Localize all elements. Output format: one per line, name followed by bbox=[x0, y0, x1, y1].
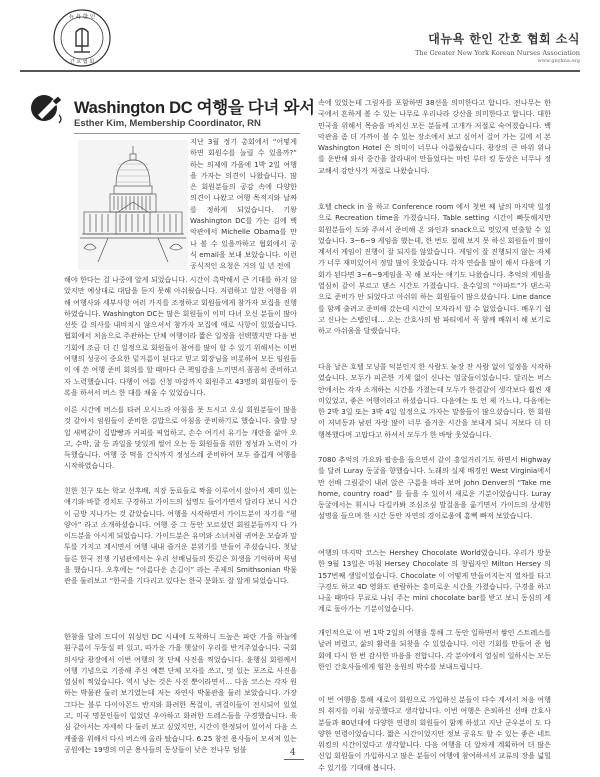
capitol-building-illustration bbox=[78, 140, 188, 270]
article-paragraph-9: 여행의 마지막 코스는 Hershey Chocolate World였습니다. 우리가 방문한 9월 13일은 마침 Hersey Chocolate 의 창립자인 Milton Hersey 의 157번째 생일이었습니다. Chocolate 이 어떻게 만들어지는지 열차를 타고 구경도 하고 4D 영화도 관람하는 흥미로운 시간을 가졌습니다. 구경을 하고 나올 때마다 무료로 나눠 주는 mini chocolate bar를 받고 보니 동심의 세계로 돌아가는 기분이었습니다. bbox=[318, 548, 551, 614]
association-seal-logo bbox=[52, 8, 112, 68]
article-paragraph-11: 이 번 여행을 통해 새로이 회원으로 가입하신 분들이 다수 계셔서 처음 여행의 취지를 이뤄 성공했다고 생각합니다. 이번 여행은 은퇴하신 선배 간호사분들과 80년대에 다양한 연령의 회원들이 함께 하셨고 지난 군우분이 도 다양한 연령이었습니다. 짧은 시간이었지만 정보 공유도 할 수 있는 좋은 네트워킹의 시간이었다고 생각합니다. 다음 여행을 더 알차게 계획하여 더 많은 신입 회원들이 가입하시고 많은 분들이 여행에 참여하셔서 교류의 장을 넓힐 수 있기를 기대해 봅니다. bbox=[318, 695, 551, 772]
fountain-pen-icon bbox=[28, 93, 66, 125]
byline-divider bbox=[74, 133, 300, 134]
svg-text:간 호 협 회: 간 호 협 회 bbox=[69, 59, 95, 65]
article-paragraph-1: 지난 3월 정기 총회에서 “어떻게 하면 회원수를 늘릴 수 있을까?” 하는 의제에 가을에 1박 2일 여행을 가자는 의견이 나왔습니다. 많은 회원분들의 공감 속에 다양한 의견이 나왔고 여행 목적지와 날짜를 정하게 되었습니다. 기왕 Washington DC를 가는 김에 백악관에서 Michelle Obama를 만나 볼 수 있을까하고 협회에서 공식 email을 보내 보았습니다. 이런 공식적인 요청은 거의 일 년 전에 bbox=[190, 137, 297, 271]
article-paragraph-1-continued: 해야 한다는 걸 나중에 알게 되었습니다. 시간이 촉박해서 큰 기대를 하지 않았지만 예상대로 대답을 듣지 못해 아쉬웠습니다. 저렴하고 알찬 여행을 위해 여행사와 세부사항 여러 가지를 조정하고 회원들에게 참가자 모집을 진행하였습니다. Washington DC는 많은 회원들이 이미 다녀 오신 분들이 많아 선뜻 갈 의사를 내비치시 않으셔서 참가자 모집에 애로 사항이 있었습니다. 협회에서 처음으로 주관하는 단체 여행이라 짧은 일정을 선택했지만 다음 번 기회에 조금 더 긴 일정으로 회원들이 참여를 많이 할 수 있기 위해서는 이번 여행의 성공이 중요한 밑거름이 된다고 믿고 회장님을 비롯하여 모든 임원들이 애 쓴 여행 준비 회의를 할 때마다 큰 책임감을 느끼면서 꼼꼼히 준비하고자 노력했습니다. 다행이 여름 신청 마감까지 회원주고 43명의 회원들이 등록을 하셔서 버스 한 대를 채울 수 있었습니다. bbox=[64, 275, 297, 397]
organization-url: www.gnykna.org bbox=[537, 58, 580, 64]
article-paragraph-10: 개인적으로 이 번 1박 2일의 여행을 통해 그 동안 일하면서 쌓인 스트레스를 날려 버렸고, 삶의 활력을 되찾을 수 있었습니다. 이런 기회를 만들어 준 협회에 다시 한 번 감사한 마음을 전합니다. 각 분야에서 열심히 일하시는 모든 한인 간호사들에게 힘찬 응원의 박수를 보내드립니다. bbox=[318, 628, 551, 671]
page-number-underline bbox=[284, 759, 304, 760]
article-paragraph-7: 다음 날은 호텔 모닝콜 덕분인지 한 사람도 늦장 잔 사람 없이 일정을 시작하였습니다. 모두가 피곤한 기색 없이 신나는 얼굴들이었습니다. 달리는 버스 안에서는 각자 소개하는 시간을 가졌는데 모두가 한결같이 생각보다 훨씬 재미있었고, 좋은 여행이라고 하셨습니다. 다음에는 또 언 제 가느냐, 다음에는 한 2박 3일 또는 3박 4일 일정으로 가자는 말씀들이 많으셨습니다. 한 회원이 저녁동과 남편 자랑 많이 너무 즐거운 시간을 보내게 되니 저보다 더 더 행복했다며 고맙다고 하셔서 모두가 한 바탕 웃었습니다. bbox=[318, 362, 551, 439]
article-paragraph-3: 친한 친구 또는 학교 선후배, 직장 동료들로 짝을 이루어서 앉아서 재미 있는 얘기와 바깥 경치도 구경하고 가이드의 설명도 들어가면서 달리다 보니 시간이 금방 지나가는 것 같았습니다. 여행을 시작하면서 가이드분이 자기를 “평양아” 라고 소개하셨습니다. 여행 중 그 동안 모르셨던 회원분들까지 다 가이드분을 아시게 되었습니다. 가이드분은 유머와 소녀처럼 귀여운 모습과 말투를 가지고 계시면서 여행 내내 즐거운 분위기를 만들어 주셨습니다. 첫날 들른 한국 전쟁 기념관에서는 우리 선배님들의 뜻깊은 희생을 기억하며 묵념을 했습니다. 오후에는 “아름다운 손길이” 라는 주제의 Smithsonian 박물관을 둘러보고 “한국을 기다리고 있다는 한국 문화도 잘 알게 되었습니다. bbox=[64, 486, 297, 586]
article-title: Washington DC 여행을 다녀 와서 bbox=[74, 99, 315, 117]
article-paragraph-8: 7080 추억의 가요와 팝송을 들으면서 같이 흥얼거리기도 하면서 Highway를 달려 Luray 동굴을 향했습니다. 노래의 실제 배경인 West Virginia에서 만 선배 그림같이 내려 앉은 구름을 바라 보며 John Denver의 “Take me home, country road” 를 들을 수 있어서 새로운 기분이었습니다. Luray 동굴에서는 휘시나 다킬카봐 조심조심 발걸음을 옮기면서 가이드의 상세한 설명을 들으며 한 시간 동안 자연의 경이로움에 흠뻑 빠져 보았습니다. bbox=[318, 455, 551, 521]
organization-title: 대뉴욕 한인 간호 협회 소식 bbox=[428, 32, 580, 46]
svg-text:뉴 욕 한 인: 뉴 욕 한 인 bbox=[68, 14, 96, 21]
article-paragraph-4: 한참을 달려 드디어 워싱턴 DC 시내에 도착하니 드높은 파란 가을 하늘에 흰구름이 두둥실 떠 있고, 따가운 가을 햇살이 우리를 반겨주었습니다. 국회 의사당 광장에서 이번 여행의 첫 단체 사진을 찍었습니다. 윤행심 회원께서 여행 기념으로 기증해 주신 예쁜 단체 모자를 쓰고, 멋 있는 포즈로 사진을 열심히 찍었습니다. 역시 낭는 것은 사진 뿐이라면서… 다음 코스는 각자 원하는 박물관 둘러 보기였는데 저는 자연사 박물관을 둘러 보았습니다. 가장 그다는 블루 다이아몬드 반지와 화려한 목걸이, 귀걸이들이 전시되어 있었고, 미국 명문인들이 입었던 우아하고 화려한 드레스들을 구경했습니다. 육심 같아서는 자세히 다 둘러 보고 싶었지만, 시간이 한정되어 있어서 다음 스케줄을 위해서 다시 버스에 올라 탔습니다. 6.25 참전 용사들이 모셔져 있는 공원에는 19명의 미군 용사들의 동상들이 낮은 전나무 덤불 bbox=[64, 632, 297, 754]
article-paragraph-6: 호텔 check in 을 하고 Conference room 에서 첫번 째 날의 마지막 일정으로 Recreation time을 가졌습니다. Table setting 시간이 빠듯해지만 회원분들이 도와 주셔서 준비해 온 와인과 snack으로 멋있게 연출할 수 있었습니다. 3~6~9 게임을 했는데, 한 번도 접해 보지 못 하신 회원들이 많이 계셔서 게임이 진행이 잘 되지를 않았습니다. 게임이 잘 진행되지 않는 자체가 너무 재미있어서 정말 많이 웃었습니다. 각자 연습을 많이 해서 다음에 기회가 된다면 3~6~9게임을 꼭 해 보자는 얘기도 나왔습니다. 추억의 게임을 열심히 같이 부르고 댄스 시간도 가졌습니다. 윤수일의 “아파트”가 댄스곡으로 준비가 안 되었다고 아쉬워 하는 회원들이 많으셨습니다. Line dance를 함께 출려고 준비해 갔는데 시간이 모자라서 할 수 없었습니다. 배우기 쉽고 신나는 스텝인데… 오는 간호사의 밤 파티에서 꼭 함께 배워서 해 보기로 하고 아쉬움을 달랬습니다. bbox=[318, 202, 551, 336]
organization-header bbox=[415, 30, 580, 64]
organization-subtitle: The Greater New York Korean Nurses Association bbox=[415, 49, 580, 57]
article-paragraph-2: 이른 시간에 버스를 타려 오시느라 아침을 못 드시고 오실 회원분들이 많을 것 같아서 임원들이 준비한 김밥으로 아침을 준비하기로 했습니다. 출발 당일 새벽같이 집밥빵과 커피를 픽업하고, 손수 여기서 유기농 개란을 삶아 오고, 수박, 귤 등 과일을 맛있게 썰어 오는 등 회원들을 위한 정성과 노력이 가득했습니다. 여행 중 먹을 간식까지 정성스레 준비하여 모두 즐겁게 여행을 시작하였습니다. bbox=[64, 405, 297, 471]
article-byline: Esther Kim, Membership Coordinator, RN bbox=[74, 118, 261, 129]
article-paragraph-5: 속에 있었는데 그림자를 포함하면 38선을 의미한다고 합니다. 전나무는 한국에서 흔하게 볼 수 있는 나무로 우리나라 강산을 의미한다고 합니다. 대한민국을 위해서 목숨을 바치신 모든 분들께 고개가 저절로 숙여졌습니다. 백악관을 좀 더 가까이 볼 수 있는 장소에서 보고 싶어서 걸어 가는 길에 서 본 Washington Hotel 은 의미이 너무나 아름웠습니다. 광장의 큰 바위 위나를 운반해 와서 중간을 잘라내어 만들었다는 마틴 루터 킹 동상은 너무나 정교해서 감탄사가 저절로 나왔습니다. bbox=[318, 98, 551, 175]
header-divider bbox=[20, 70, 580, 72]
page-number: 4 bbox=[290, 748, 296, 758]
